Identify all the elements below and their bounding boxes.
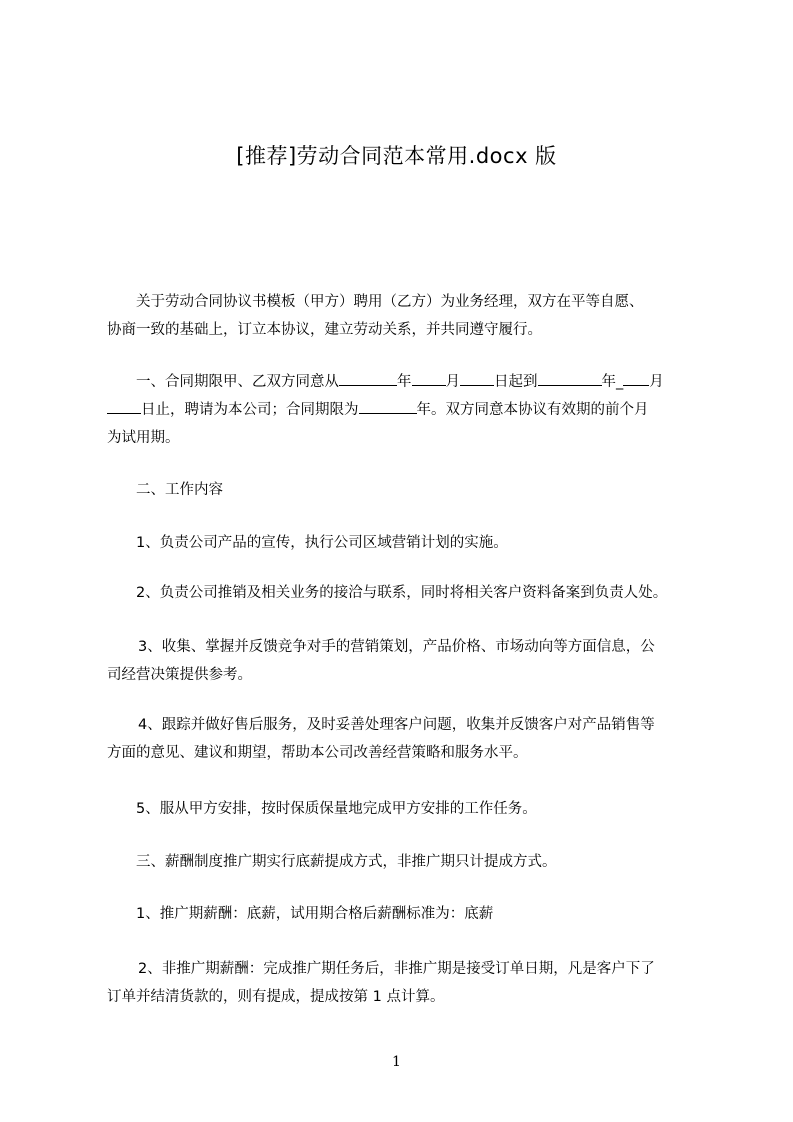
work-item-1 <box>107 529 717 557</box>
work-item-5-text: 5、服从甲方安排，按时保质保量地完成甲方安排的工作任务。 <box>136 801 537 817</box>
section-1-text-a: 一、合同期限甲、乙双方同意从 <box>136 374 339 390</box>
work-item-2 <box>107 579 717 607</box>
work-item-3-line-1: 3、收集、掌握并反馈竞争对手的营销策划，产品价格、市场动向等方面信息，公 <box>138 639 655 655</box>
section-1-text-e: 年_ <box>601 374 624 390</box>
blank-end-month <box>623 373 649 386</box>
salary-item-1-text: 1、推广期薪酬：底薪，试用期合格后薪酬标准为：底薪 <box>136 906 494 922</box>
intro-line-1: 关于劳动合同协议书模板（甲方）聘用（乙方）为业务经理，双方在平等自愿、 <box>136 294 644 310</box>
blank-term-years <box>359 401 417 414</box>
section-1-text-d: 日起到 <box>494 374 538 390</box>
section-1-text-f: 月 <box>649 374 664 390</box>
blank-start-year <box>339 373 397 386</box>
blank-start-month <box>412 373 446 386</box>
blank-end-day <box>107 401 141 414</box>
work-item-4 <box>107 711 717 767</box>
section-1-paragraph <box>107 368 717 452</box>
blank-end-year <box>538 373 602 386</box>
page-number: 1 <box>392 1054 401 1070</box>
salary-item-2 <box>107 955 717 1011</box>
section-1-line-1 <box>107 368 717 396</box>
work-item-5 <box>107 795 717 823</box>
section-2-heading-text: 二、工作内容 <box>136 482 223 498</box>
work-item-2-text: 2、负责公司推销及相关业务的接洽与联系，同时将相关客户资料备案到负责人处。 <box>136 585 668 601</box>
salary-item-2-line-1: 2、非推广期薪酬：完成推广期任务后，非推广期是接受订单日期，凡是客户下了 <box>138 961 655 977</box>
intro-paragraph <box>107 288 717 344</box>
salary-item-2-line-2: 订单并结清货款的，则有提成，提成按第 1 点计算。 <box>107 989 445 1005</box>
section-1-line-2 <box>107 396 717 424</box>
work-item-4-line-1: 4、跟踪并做好售后服务，及时妥善处理客户问题，收集并反馈客户对产品销售等 <box>138 717 655 733</box>
section-1-line-3: 为试用期。 <box>107 430 180 446</box>
section-2-heading <box>107 476 717 504</box>
work-item-1-text: 1、负责公司产品的宣传，执行公司区域营销计划的实施。 <box>136 535 508 551</box>
section-3-heading-text: 三、薪酬制度推广期实行底薪提成方式，非推广期只计提成方式。 <box>136 854 557 870</box>
blank-start-day <box>460 373 494 386</box>
document-title: [推荐]劳动合同范本常用.docx 版 <box>236 144 557 168</box>
section-1-text-g: 日止，聘请为本公司；合同期限为 <box>141 402 359 418</box>
section-1-text-c: 月 <box>445 374 460 390</box>
work-item-4-line-2: 方面的意见、建议和期望，帮助本公司改善经营策略和服务水平。 <box>107 745 528 761</box>
section-1-text-b: 年 <box>397 374 412 390</box>
intro-line-2: 协商一致的基础上，订立本协议，建立劳动关系，并共同遵守履行。 <box>107 322 542 338</box>
salary-item-1 <box>107 900 717 928</box>
section-1-text-h: 年。双方同意本协议有效期的前个月 <box>416 402 649 418</box>
section-3-heading <box>107 848 717 876</box>
work-item-3-line-2: 司经营决策提供参考。 <box>107 667 252 683</box>
work-item-3 <box>107 633 717 689</box>
